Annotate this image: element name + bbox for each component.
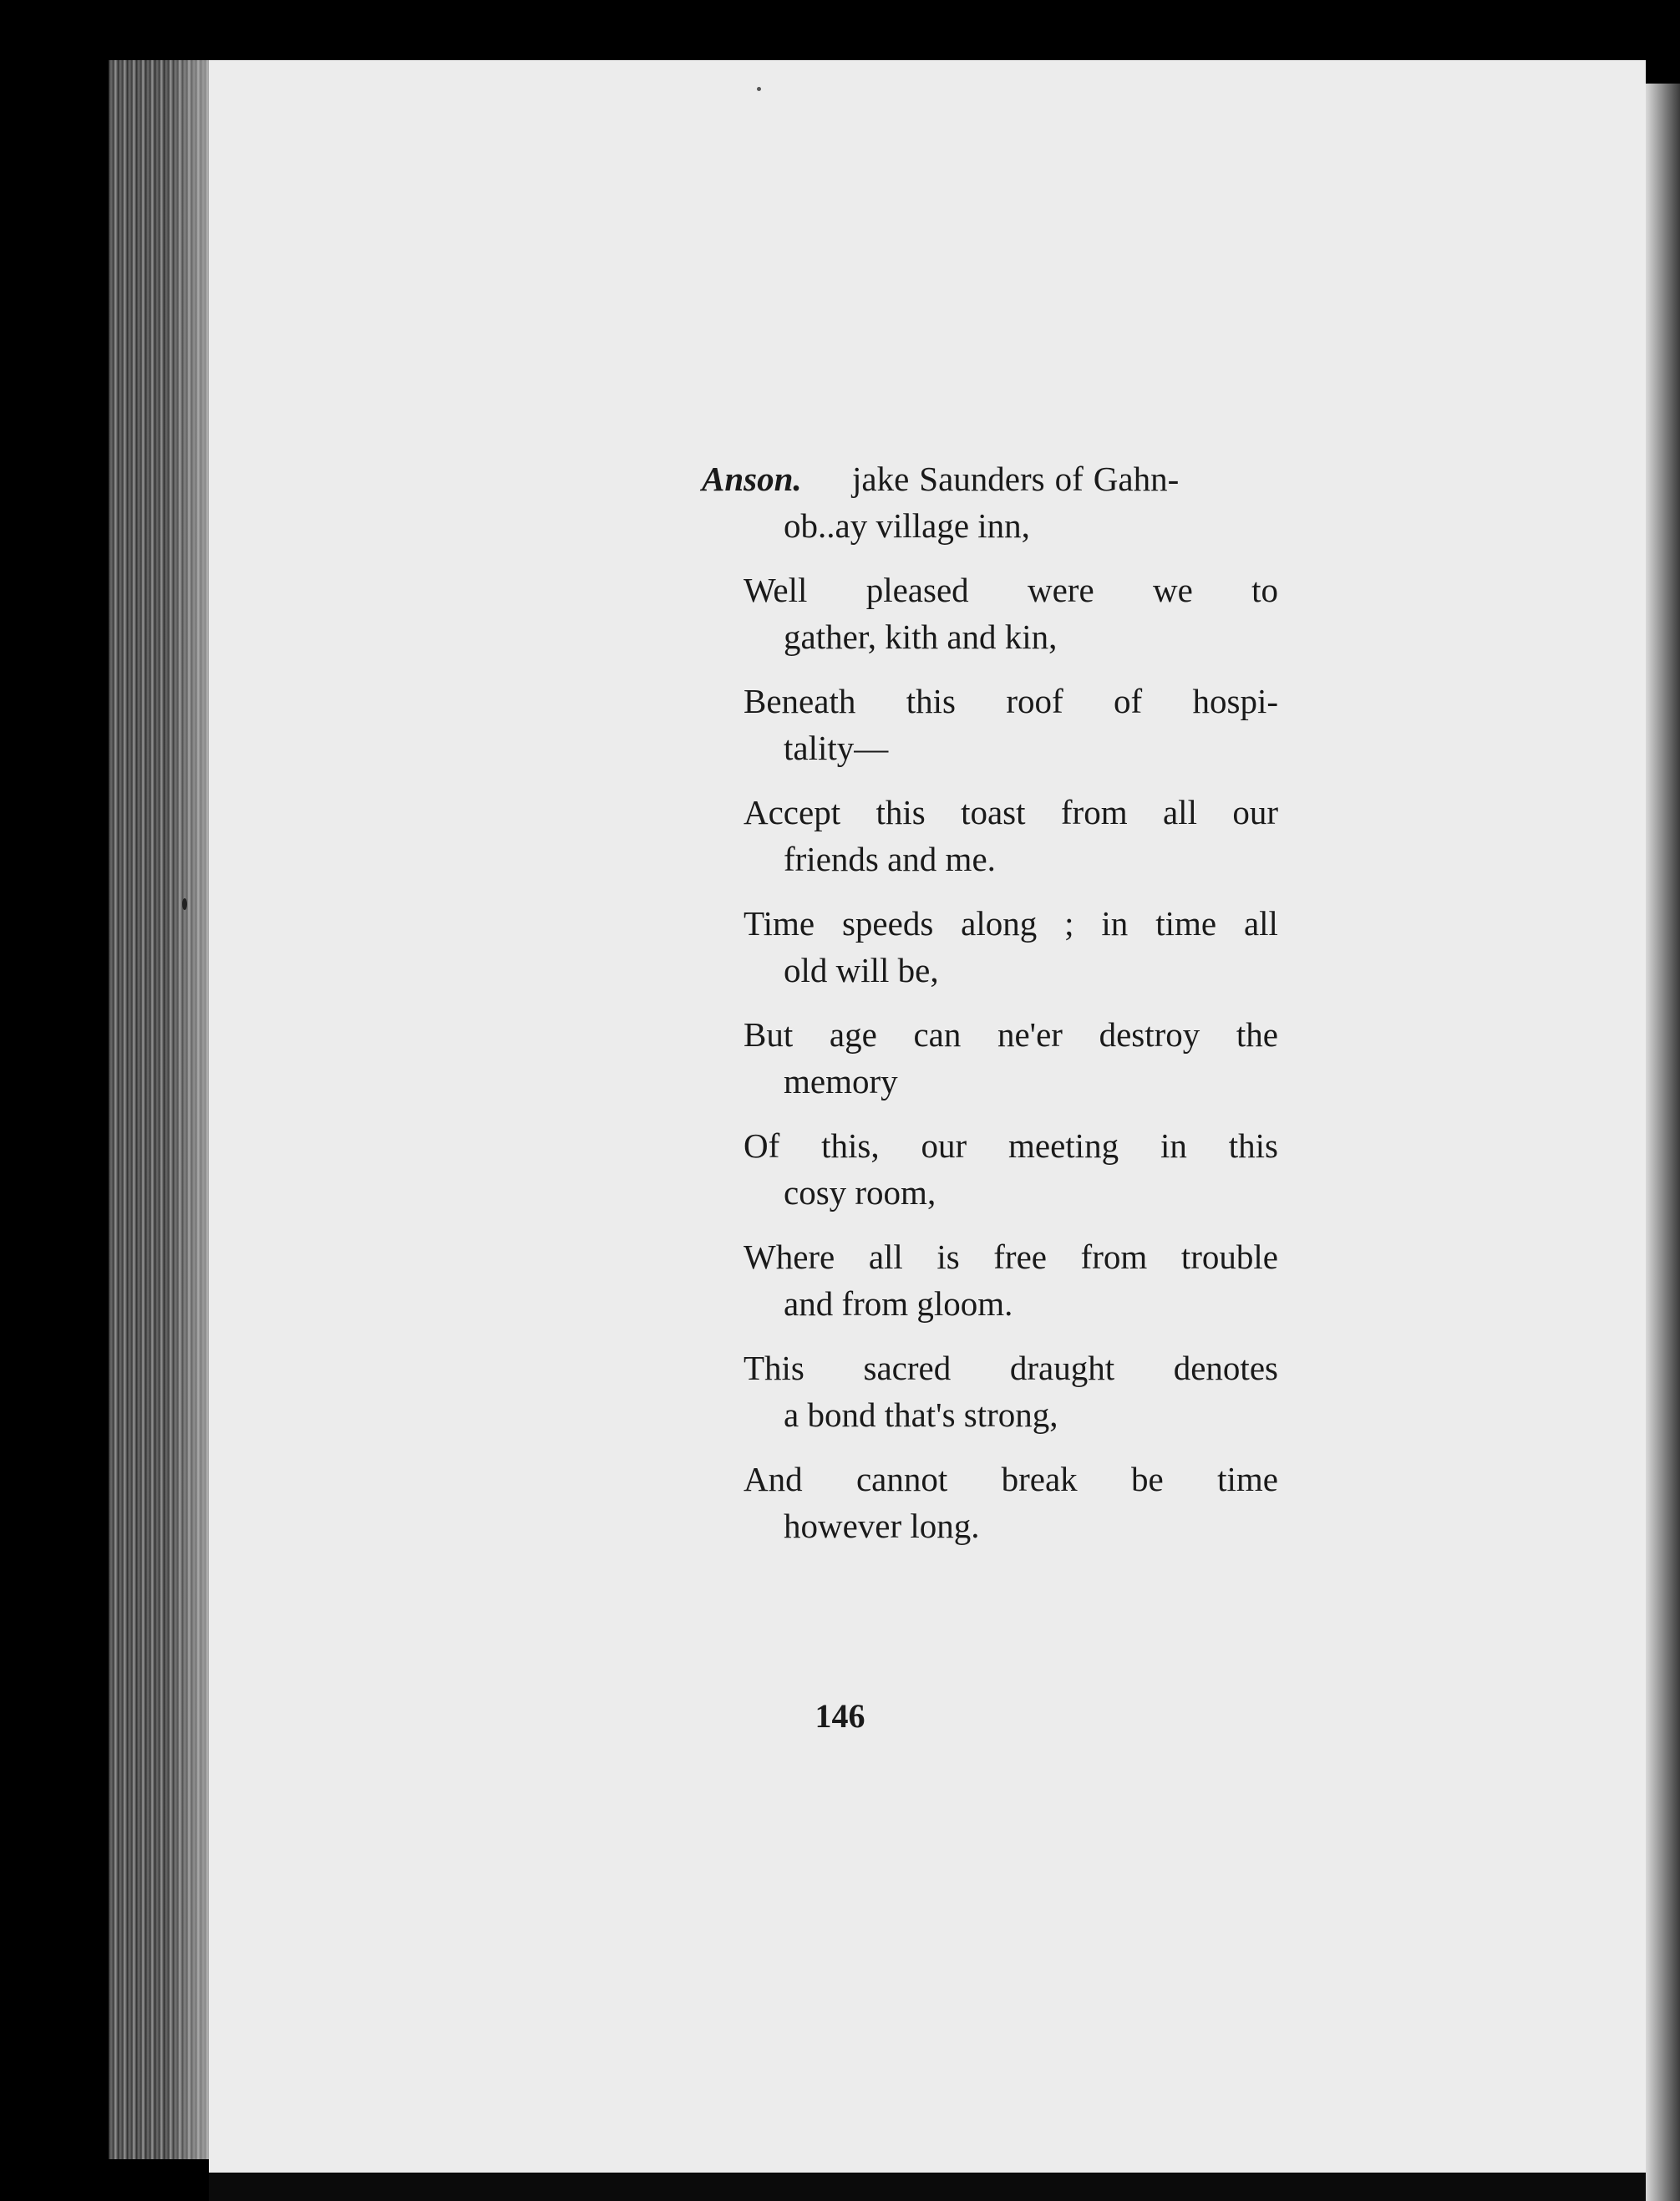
word: denotes <box>1173 1349 1278 1387</box>
opening-stanza <box>702 455 1278 549</box>
verse-continuation: cosy room, <box>784 1173 936 1212</box>
paper-speck <box>182 898 187 910</box>
word: were <box>1027 571 1094 609</box>
word: Accept <box>744 793 841 831</box>
word: along <box>961 904 1038 943</box>
word: our <box>1232 793 1278 831</box>
verse-line <box>744 567 1278 613</box>
stanza-list <box>744 567 1278 1549</box>
word: in <box>1101 904 1129 943</box>
verse-continuation: gather, kith and kin, <box>784 618 1058 656</box>
word: cannot <box>855 1460 948 1498</box>
verse-couplet <box>744 789 1278 882</box>
verse-continuation: and from gloom. <box>784 1284 1013 1323</box>
word: pleased <box>865 571 969 609</box>
word: sacred <box>863 1349 952 1387</box>
opening-continuation: ob..ay village inn, <box>784 506 1030 545</box>
verse-line <box>744 1344 1278 1391</box>
word: is <box>936 1238 960 1276</box>
verse-line <box>744 1456 1278 1502</box>
word: And <box>744 1460 803 1498</box>
word: But <box>744 1015 794 1054</box>
word: of <box>1054 460 1084 498</box>
word: trouble <box>1180 1238 1278 1276</box>
word: the <box>1236 1015 1278 1054</box>
speaker-name: Anson. <box>702 460 802 498</box>
word: this, <box>821 1126 880 1165</box>
verse-couplet <box>744 678 1278 771</box>
word: all <box>1243 904 1278 943</box>
word: of <box>1113 682 1143 720</box>
word: destroy <box>1099 1015 1200 1054</box>
verse-couplet <box>744 900 1278 994</box>
word: to <box>1251 571 1278 609</box>
word: all <box>868 1238 903 1276</box>
opening-first-line <box>744 455 1278 502</box>
verse-couplet <box>744 1233 1278 1327</box>
word: this <box>876 793 926 831</box>
verse-continuation: tality— <box>784 729 889 767</box>
verse-couplet <box>744 1011 1278 1105</box>
verse-continuation: however long. <box>784 1507 980 1545</box>
word: roof <box>1006 682 1063 720</box>
word: age <box>829 1015 877 1054</box>
word: Gahn- <box>1093 460 1180 498</box>
word: This <box>744 1349 804 1387</box>
verse-line <box>744 1122 1278 1169</box>
word: this <box>1228 1126 1278 1165</box>
word: toast <box>961 793 1026 831</box>
verse-continuation: old will be, <box>784 951 939 989</box>
word: all <box>1162 793 1197 831</box>
verse-couplet <box>744 567 1278 660</box>
word: meeting <box>1008 1126 1119 1165</box>
page-number: 146 <box>815 1697 865 1735</box>
word: break <box>1001 1460 1078 1498</box>
word: jake <box>852 460 910 498</box>
word: ; <box>1064 904 1074 943</box>
word: in <box>1160 1126 1187 1165</box>
verse-line <box>744 678 1278 724</box>
paper-speck <box>757 87 761 91</box>
page-gutter-shade <box>167 60 209 2159</box>
word: Of <box>744 1126 780 1165</box>
verse-continuation: memory <box>784 1062 898 1100</box>
word: draught <box>1009 1349 1115 1387</box>
verse-continuation: friends and me. <box>784 840 996 878</box>
verse-line <box>744 1011 1278 1058</box>
word: hospi- <box>1192 682 1278 720</box>
word: free <box>993 1238 1047 1276</box>
word: ne'er <box>997 1015 1063 1054</box>
word: speeds <box>841 904 934 943</box>
word: this <box>906 682 956 720</box>
word: from <box>1080 1238 1148 1276</box>
verse-couplet <box>744 1122 1278 1216</box>
verse-couplet <box>744 1456 1278 1549</box>
verse-couplet <box>744 1344 1278 1438</box>
page-right-edge <box>1646 84 1680 2201</box>
word: time <box>1217 1460 1278 1498</box>
poem-block <box>702 455 1278 1567</box>
word: Time <box>744 904 815 943</box>
verse-line <box>744 1233 1278 1280</box>
page-bottom-shadow <box>209 2173 1646 2201</box>
word: we <box>1152 571 1193 609</box>
verse-continuation: a bond that's strong, <box>784 1395 1058 1434</box>
word: our <box>921 1126 967 1165</box>
verse-line <box>744 900 1278 947</box>
word: from <box>1060 793 1128 831</box>
word: Where <box>744 1238 835 1276</box>
word: Well <box>744 571 808 609</box>
word: Beneath <box>744 682 856 720</box>
verse-line <box>744 789 1278 836</box>
word: can <box>913 1015 962 1054</box>
word: time <box>1155 904 1217 943</box>
word: Saunders <box>919 460 1045 498</box>
word: be <box>1131 1460 1164 1498</box>
